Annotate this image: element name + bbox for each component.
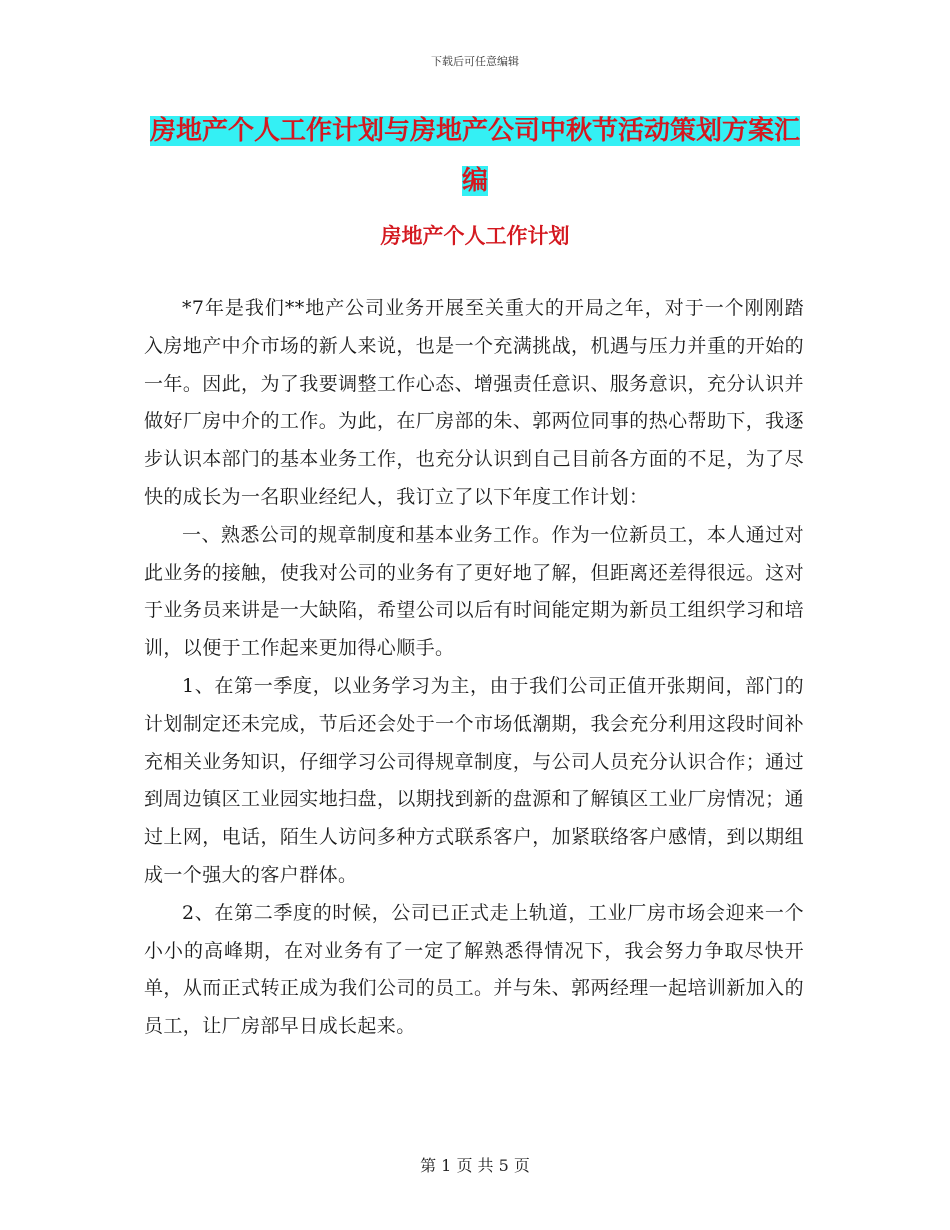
section-heading: 房地产个人工作计划: [380, 224, 570, 248]
paragraph: 一、熟悉公司的规章制度和基本业务工作。作为一位新员工，本人通过对此业务的接触，使我对公司的业务有了更好地了解，但距离还差得很远。这对于业务员来讲是一大缺陷，希望公司以后有时间能定期为新员工组织学习和培训，以便于工作起来更加得心顺手。: [144, 523, 804, 660]
page-number-footer: 第 1 页 共 5 页: [420, 1156, 530, 1175]
document-body: [144, 290, 804, 1046]
paragraph: 1、在第一季度，以业务学习为主，由于我们公司正值开张期间，部门的计划制定还未完成，节后还会处于一个市场低潮期，我会充分利用这段时间补充相关业务知识，仔细学习公司得规章制度，与公司人员充分认识合作；通过到周边镇区工业园实地扫盘，以期找到新的盘源和了解镇区工业厂房情况；通过上网，电话，陌生人访问多种方式联系客户，加紧联络客户感情，到以期组成一个强大的客户群体。: [144, 674, 804, 886]
header-note: 下载后可任意编辑: [431, 55, 519, 68]
document-title-text: 房地产个人工作计划与房地产公司中秋节活动策划方案汇编: [149, 116, 800, 196]
document-title: [140, 106, 810, 206]
paragraph: *7年是我们**地产公司业务开展至关重大的开局之年，对于一个刚刚踏入房地产中介市场的新人来说，也是一个充满挑战，机遇与压力并重的开始的一年。因此，为了我要调整工作心态、增强责任意识、服务意识，充分认识并做好厂房中介的工作。为此，在厂房部的朱、郭两位同事的热心帮助下，我逐步认识本部门的基本业务工作，也充分认识到自己目前各方面的不足，为了尽快的成长为一名职业经纪人，我订立了以下年度工作计划：: [144, 297, 804, 508]
paragraph: 2、在第二季度的时候，公司已正式走上轨道，工业厂房市场会迎来一个小小的高峰期，在对业务有了一定了解熟悉得情况下，我会努力争取尽快开单，从而正式转正成为我们公司的员工。并与朱、郭两经理一起培训新加入的员工，让厂房部早日成长起来。: [144, 901, 804, 1038]
